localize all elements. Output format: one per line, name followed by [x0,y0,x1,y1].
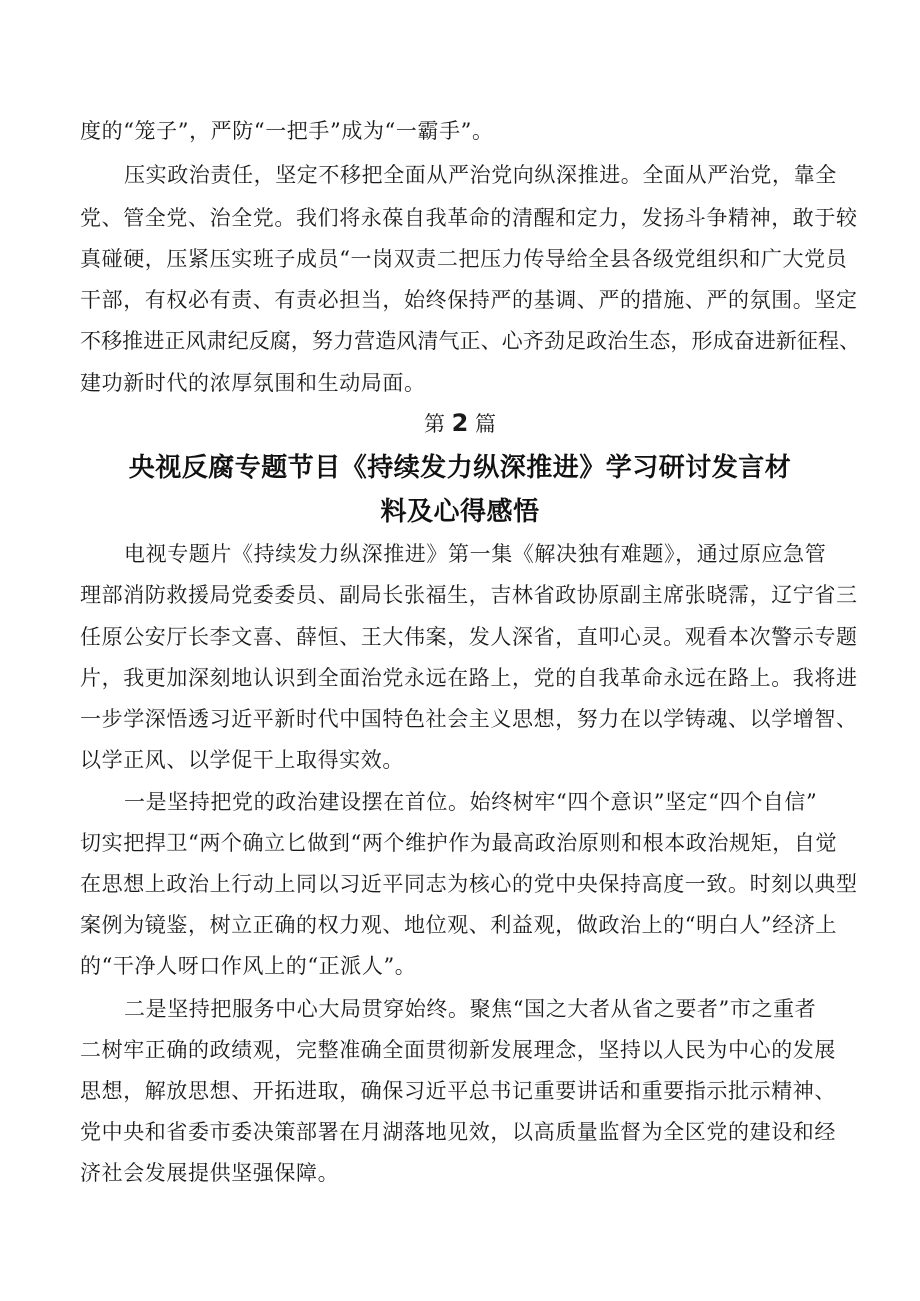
section-label-prefix: 第 [423,412,445,436]
point2-line-2: 二树牢正确的政绩观，完整准确全面贯彻新发展理念，坚持以人民为中心的发展 [80,1038,836,1062]
prev-tail-line-1: 度的“笼子”，严防“一把手”成为“一霸手”。 [80,119,494,143]
intro-line-6: 以学正风、以学促干上取得实效。 [80,748,404,772]
intro-line-1: 电视专题片《持续发力纵深推进》第一集《解决独有难题》，通过原应急管 [124,542,827,566]
section-label-suffix: 篇 [475,412,497,436]
prev-paragraph-line-4: 干部，有权必有责、有责必担当，始终保持严的基调、严的措施、严的氛围。坚定 [80,288,858,312]
section-title-line-1: 央视反腐专题节目《持续发力纵深推进》学习研讨发言材 [128,453,792,483]
point2-line-3: 思想，解放思想、开拓进取，确保习近平总书记重要讲话和重要指示批示精神、 [80,1079,836,1103]
point2-line-5: 济社会发展提供坚强保障。 [80,1161,340,1185]
point2-line-4: 党中央和省委市委决策部署在月湖落地见效，以高质量监督为全区党的建设和经 [80,1120,836,1144]
prev-paragraph-line-3: 真碰硬，压紧压实班子成员“一岗双责二把压力传导给全县各级党组织和广大党员 [80,247,848,271]
prev-paragraph-line-6: 建功新时代的浓厚氛围和生动局面。 [80,371,426,395]
intro-line-2: 理部消防救援局党委委员、副局长张福生，吉林省政协原副主席张晓霈，辽宁省三 [80,583,858,607]
point1-line-2: 切实把捍卫“两个确立匕做到“两个维护作为最高政治原则和根本政治规矩，自觉 [80,831,838,855]
point1-line-5: 的“干净人呀口作风上的“正派人”。 [80,954,417,978]
intro-line-4: 片，我更加深刻地认识到全面治党永远在路上，党的自我革命永远在路上。我将进 [80,666,858,690]
section-title-line-2: 料及心得感悟 [380,497,540,527]
prev-paragraph-line-1: 压实政治责任，坚定不移把全面从严治党向纵深推进。全面从严治党，靠全 [124,163,837,187]
prev-paragraph-line-5: 不移推进正风肃纪反腐，努力营造风清气正、心齐劲足政治生态，形成奋进新征程、 [80,329,861,353]
point1-line-4: 案例为镜鉴，树立正确的权力观、地位观、利益观，做政治上的“明白人”经济上 [80,913,838,937]
point2-line-1: 二是坚持把服务中心大局贯穿始终。聚焦“国之大者从省之要者”市之重者 [124,997,817,1021]
point1-line-3: 在思想上政治上行动上同以习近平同志为核心的党中央保持高度一致。时刻以典型 [80,872,858,896]
intro-line-3: 任原公安厅长李文喜、薛恒、王大伟案，发人深省，直叩心灵。观看本次警示专题 [80,625,858,649]
section-label-number: 2 [451,409,469,437]
intro-line-5: 一步学深悟透习近平新时代中国特色社会主义思想，努力在以学铸魂、以学增智、 [80,707,858,731]
point1-line-1: 一是坚持把党的政治建设摆在首位。始终树牢“四个意识”坚定“四个自信” [124,790,818,814]
section-number-label [0,408,920,439]
prev-paragraph-line-2: 党、管全党、治全党。我们将永葆自我革命的清醒和定力，发扬斗争精神，敢于较 [80,206,858,230]
